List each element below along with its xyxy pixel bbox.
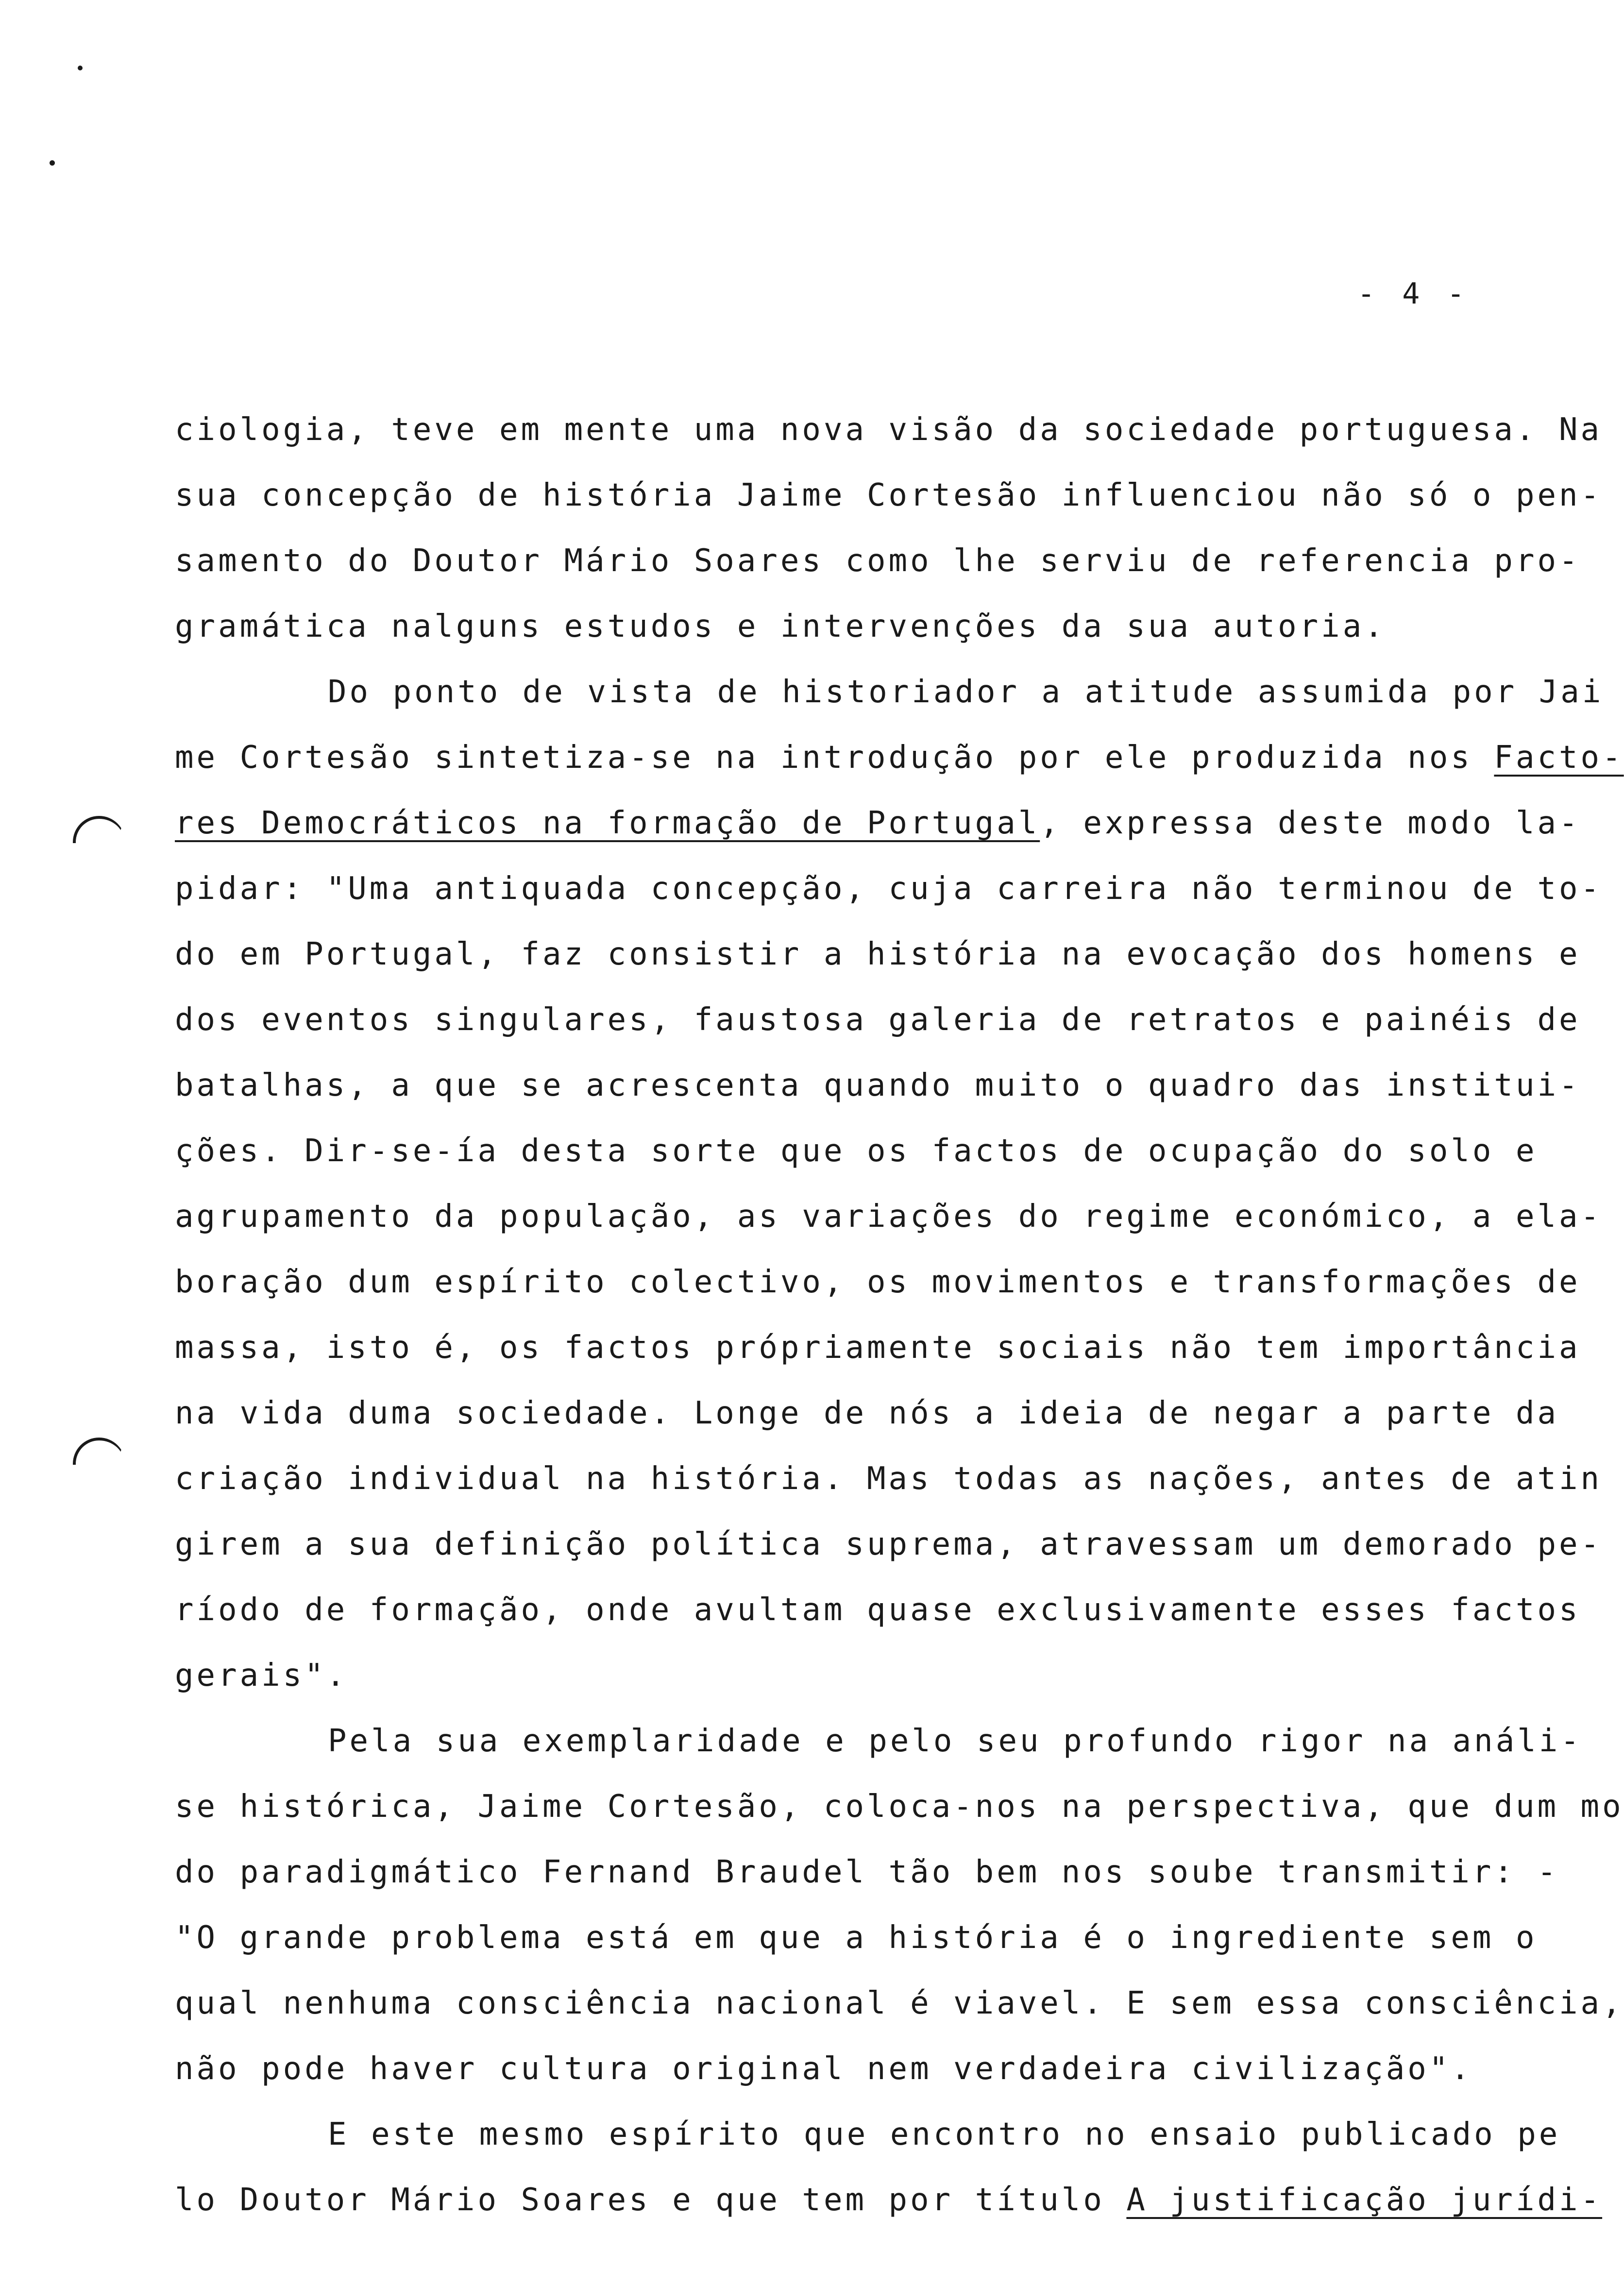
text-run: criação individual na história. Mas todas as nações, antes de atin	[175, 1461, 1603, 1497]
text-run: , expressa deste modo la-	[1040, 805, 1581, 841]
text-run: girem a sua definição política suprema, atravessam um demorado pe-	[175, 1526, 1603, 1562]
text-run: batalhas, a que se acrescenta quando muito o quadro das institui-	[175, 1067, 1581, 1103]
text-run: ciologia, teve em mente uma nova visão da sociedade portuguesa. Na	[175, 412, 1603, 448]
text-line	[175, 605, 1386, 648]
text-run: Pela sua exemplaridade e pelo seu profundo rigor na análi-	[328, 1723, 1582, 1759]
text-line	[175, 1260, 1581, 1304]
text-line	[175, 1916, 1537, 1960]
page-number: - 4 -	[1357, 277, 1470, 311]
text-line	[175, 1457, 1602, 1501]
text-run: na vida duma sociedade. Longe de nós a ideia de negar a parte da	[175, 1395, 1559, 1431]
text-line	[175, 1129, 1537, 1173]
text-run: E este mesmo espírito que encontro no ensaio publicado pe	[328, 2117, 1561, 2152]
text-line	[175, 1064, 1581, 1107]
scan-speck	[50, 160, 55, 166]
text-run: não pode haver cultura original nem verdadeira civilização".	[175, 2051, 1472, 2087]
punch-hole-mark	[73, 1438, 125, 1465]
text-run: agrupamento da população, as variações do regime económico, a ela-	[175, 1199, 1603, 1235]
text-run: samento do Doutor Mário Soares como lhe serviu de referencia pro-	[175, 543, 1581, 579]
text-run: pidar: "Uma antiquada concepção, cuja carreira não terminou de to-	[175, 871, 1603, 907]
text-line	[175, 1195, 1602, 1238]
text-run: do em Portugal, faz consistir a história na evocação dos homens e	[175, 936, 1581, 972]
text-run: gerais".	[175, 1658, 348, 1693]
text-run: do paradigmático Fernand Braudel tão bem nos soube transmitir: -	[175, 1854, 1559, 1890]
text-run: qual nenhuma consciência nacional é viavel. E sem essa consciência,	[175, 1985, 1624, 2021]
text-line	[175, 1850, 1559, 1894]
text-run: boração dum espírito colectivo, os movimentos e transformações de	[175, 1264, 1581, 1300]
text-run: me Cortesão sintetiza-se na introdução por ele produzida nos	[175, 740, 1494, 776]
text-line	[175, 867, 1602, 911]
text-run: gramática nalguns estudos e intervenções da sua autoria.	[175, 609, 1386, 644]
text-line	[175, 2178, 1602, 2222]
text-line	[175, 2047, 1472, 2091]
underlined-title: res Democráticos na formação de Portugal	[175, 805, 1040, 841]
text-line	[175, 1523, 1602, 1566]
text-line	[175, 932, 1581, 976]
scan-speck	[78, 66, 83, 70]
underlined-title: A justificação jurídi-	[1126, 2182, 1603, 2218]
text-run: sua concepção de história Jaime Cortesão influenciou não só o pen-	[175, 477, 1603, 513]
text-line	[175, 736, 1624, 779]
punch-hole-mark	[73, 816, 125, 843]
text-line	[175, 474, 1602, 517]
text-line	[175, 1785, 1624, 1829]
underlined-title: Facto-	[1494, 740, 1624, 776]
text-line	[175, 539, 1581, 583]
text-run: se histórica, Jaime Cortesão, coloca-nos na perspectiva, que dum mo	[175, 1789, 1624, 1825]
text-line	[175, 1391, 1559, 1435]
text-run: ríodo de formação, onde avultam quase exclusivamente esses factos	[175, 1592, 1581, 1628]
text-run: "O grande problema está em que a história é o ingrediente sem o	[175, 1920, 1538, 1956]
text-line	[175, 801, 1581, 845]
text-line	[328, 670, 1604, 714]
text-run: Do ponto de vista de historiador a atitude assumida por Jai	[328, 674, 1604, 710]
text-run: massa, isto é, os factos própriamente sociais não tem importância	[175, 1330, 1581, 1366]
text-line	[328, 2113, 1560, 2156]
text-line	[175, 408, 1602, 452]
text-run: dos eventos singulares, faustosa galeria de retratos e painéis de	[175, 1002, 1581, 1038]
text-run: ções. Dir-se-ía desta sorte que os factos de ocupação do solo e	[175, 1133, 1538, 1169]
text-line	[175, 1654, 348, 1697]
text-line	[175, 1981, 1624, 2025]
text-line	[175, 1326, 1581, 1370]
text-line	[175, 1588, 1581, 1632]
text-line	[328, 1719, 1582, 1763]
text-run: lo Doutor Mário Soares e que tem por título	[175, 2182, 1127, 2218]
text-line	[175, 998, 1581, 1042]
